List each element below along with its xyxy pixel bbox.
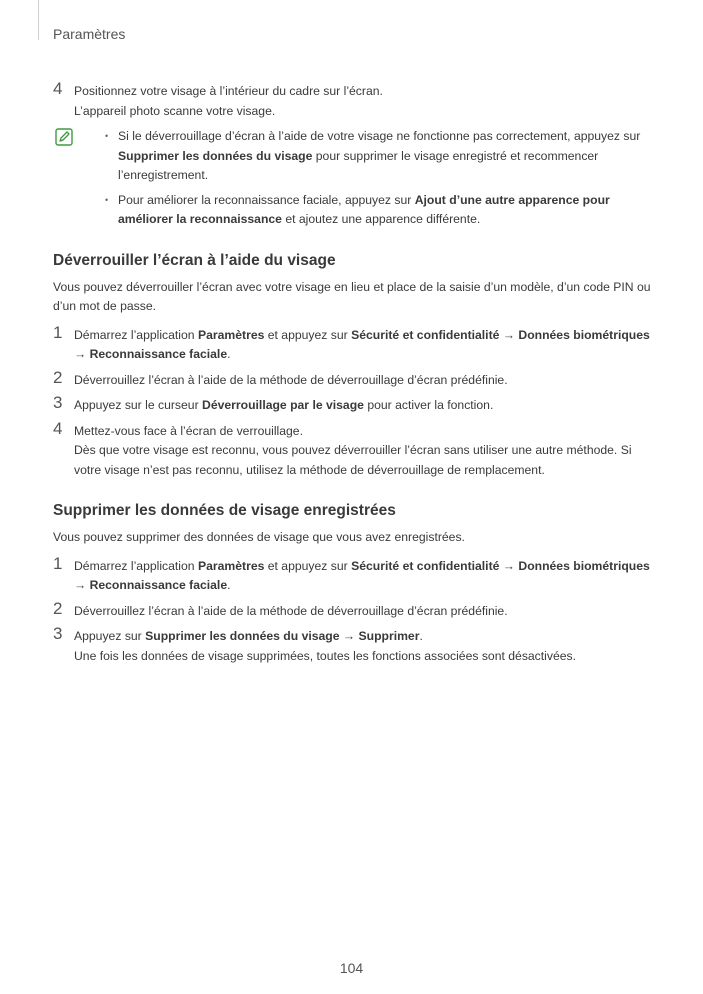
- step-1: [53, 553, 653, 596]
- step-subtext: Une fois les données de visage supprimées, toutes les fonctions associées sont désactivées.: [74, 648, 577, 663]
- step-number: 2: [53, 367, 63, 387]
- bullet-dot: •: [105, 131, 109, 141]
- step-text: Déverrouillez l’écran à l’aide de la méthode de déverrouillage d’écran prédéfinie.: [74, 603, 508, 618]
- page-number: 104: [339, 960, 364, 976]
- step-number: 3: [53, 393, 63, 412]
- page-content: [53, 79, 653, 672]
- step-4: [53, 418, 653, 481]
- step-1: [53, 322, 653, 365]
- step-text: Positionnez votre visage à l’intérieur du cadre sur l’écran.: [74, 84, 383, 98]
- step-subtext: L’appareil photo scanne votre visage.: [74, 103, 276, 118]
- header-divider: [38, 0, 39, 40]
- section-heading: Déverrouiller l’écran à l’aide du visage: [53, 251, 336, 269]
- note-bullet: • Si le déverrouillage d’écran à l’aide de votre visage ne fonctionne pas correctement, appuyez sur Supprimer les données du visage pour supprimer le visage enregistré et recommencer l’enregistrement.: [105, 129, 641, 182]
- note-box: [53, 127, 653, 230]
- step-3: [53, 624, 653, 666]
- step-number: 1: [53, 322, 63, 342]
- bullet-dot: •: [105, 194, 109, 205]
- step-number: 2: [53, 598, 63, 618]
- step-text: Appuyez sur le curseur Déverrouillage par le visage pour activer la fonction.: [74, 398, 494, 412]
- step-number: 3: [53, 624, 63, 643]
- step-text: Mettez-vous face à l’écran de verrouillage.: [74, 423, 303, 438]
- step-subtext: Dès que votre visage est reconnu, vous pouvez déverrouiller l’écran sans utiliser une autre méthode. Si votre visage n’est pas reconnu, utilisez la méthode de déverrouillage de remplacement.: [74, 443, 632, 477]
- note-bullet: • Pour améliorer la reconnaissance faciale, appuyez sur Ajout d’une autre apparence pour améliorer la reconnaissance et ajoutez une apparence différente.: [105, 192, 610, 226]
- step-number: 4: [53, 79, 63, 98]
- step-2: [53, 598, 653, 622]
- step-text: Déverrouillez l’écran à l’aide de la méthode de déverrouillage d’écran prédéfinie.: [74, 372, 508, 387]
- step-text: Démarrez l’application Paramètres et appuyez sur Sécurité et confidentialité → Données biométriques → Reconnaissance faciale.: [74, 327, 650, 361]
- step-number: 1: [53, 553, 63, 573]
- section-intro: Vous pouvez supprimer des données de visage que vous avez enregistrées.: [53, 530, 465, 544]
- step-3: [53, 393, 653, 416]
- page-header-title: Paramètres: [53, 26, 126, 42]
- section-intro: Vous pouvez déverrouiller l’écran avec votre visage en lieu et place de la saisie d’un modèle, d’un code PIN ou d’un mot de passe.: [53, 279, 651, 313]
- step-text: Démarrez l’application Paramètres et appuyez sur Sécurité et confidentialité → Données biométriques → Reconnaissance faciale.: [74, 558, 650, 592]
- step-2: [53, 367, 653, 391]
- step-4-position-face: [53, 79, 653, 121]
- menu-ref: Ajout d’une autre apparence pour améliorer la reconnaissance: [118, 192, 610, 226]
- menu-ref: Supprimer les données du visage: [118, 148, 313, 163]
- pencil-note-icon: [55, 128, 73, 146]
- step-text: Appuyez sur Supprimer les données du visage → Supprimer.: [74, 629, 423, 643]
- section-heading: Supprimer les données de visage enregistrées: [53, 502, 396, 519]
- step-number: 4: [53, 418, 63, 438]
